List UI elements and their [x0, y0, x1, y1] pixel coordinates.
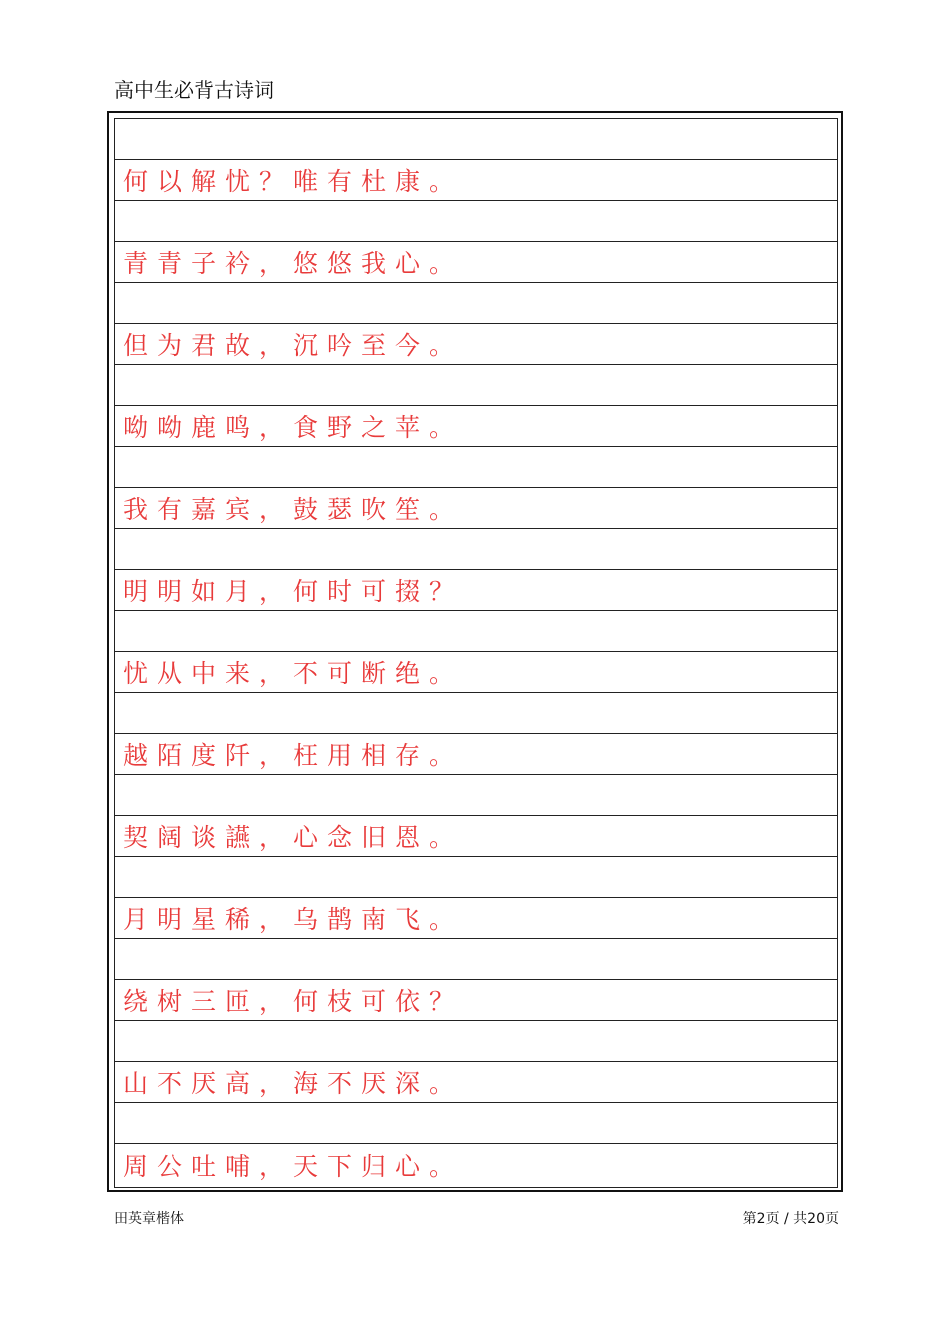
- blank-row: [115, 775, 837, 816]
- text-row: [115, 242, 837, 283]
- blank-row: [115, 283, 837, 324]
- text-row: [115, 570, 837, 611]
- blank-row: [115, 857, 837, 898]
- text-row: [115, 406, 837, 447]
- footer-font-name: 田英章楷体: [114, 1211, 184, 1227]
- text-row: [115, 898, 837, 939]
- text-row: [115, 324, 837, 365]
- poem-line: 何以解忧？唯有杜康。: [123, 167, 464, 196]
- blank-row: [115, 447, 837, 488]
- poem-line: 呦呦鹿鸣，食野之苹。: [123, 413, 464, 442]
- text-row: [115, 488, 837, 529]
- blank-row: [115, 529, 837, 570]
- poem-line: 周公吐哺，天下归心。: [123, 1152, 464, 1181]
- blank-row: [115, 119, 837, 160]
- blank-row: [115, 693, 837, 734]
- poem-line: 月明星稀，乌鹊南飞。: [123, 905, 464, 934]
- poem-line: 越陌度阡，枉用相存。: [123, 741, 464, 770]
- blank-row: [115, 611, 837, 652]
- blank-row: [115, 1021, 837, 1062]
- blank-row: [115, 939, 837, 980]
- text-row: [115, 1062, 837, 1103]
- text-row: [115, 652, 837, 693]
- text-row: [115, 980, 837, 1021]
- poem-line: 明明如月，何时可掇？: [123, 577, 464, 606]
- poem-line: 绕树三匝，何枝可依？: [123, 987, 464, 1016]
- poem-line: 忧从中来，不可断绝。: [123, 659, 464, 688]
- blank-row: [115, 201, 837, 242]
- poem-line: 青青子衿，悠悠我心。: [123, 249, 464, 278]
- text-row: [115, 734, 837, 775]
- text-row: [115, 1144, 837, 1185]
- text-row: [115, 160, 837, 201]
- footer-page-number: 第2页 / 共20页: [742, 1211, 839, 1227]
- blank-row: [115, 365, 837, 406]
- poem-line: 我有嘉宾，鼓瑟吹笙。: [123, 495, 464, 524]
- poem-line: 契阔谈讌，心念旧恩。: [123, 823, 464, 852]
- text-row: [115, 816, 837, 857]
- practice-grid: [114, 118, 838, 1188]
- poem-line: 但为君故，沉吟至今。: [123, 331, 464, 360]
- blank-row: [115, 1103, 837, 1144]
- document-title: 高中生必背古诗词: [114, 78, 274, 102]
- poem-line: 山不厌高，海不厌深。: [123, 1069, 464, 1098]
